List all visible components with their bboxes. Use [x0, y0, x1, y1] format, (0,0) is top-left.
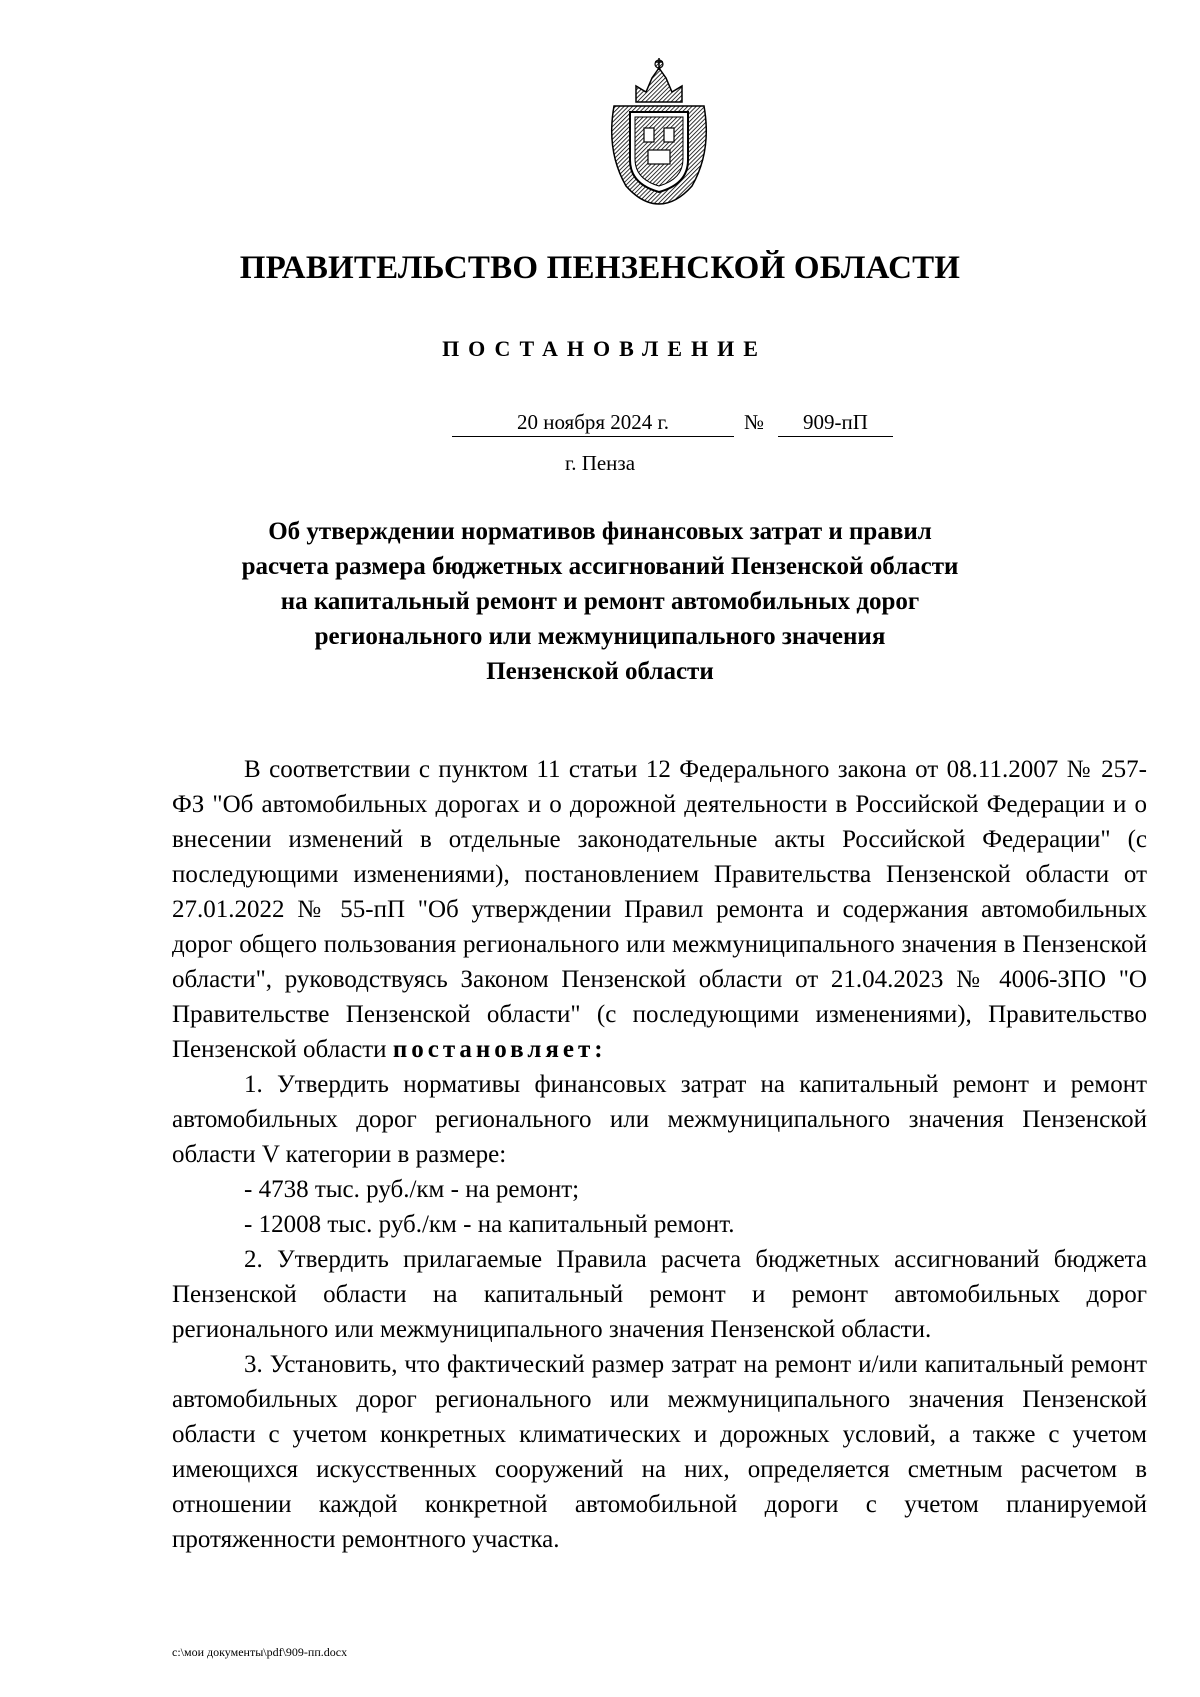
- organization-title: ПРАВИТЕЛЬСТВО ПЕНЗЕНСКОЙ ОБЛАСТИ: [239, 250, 961, 286]
- point-3-paragraph: 3. Установить, что фактический размер затрат на ремонт и/или капитальный ремонт автомобильных дорог регионального или межмуниципального значения Пензенской области с учетом конкретных климатических и дорожных условий, а также с учетом имеющихся искусственных сооружений на них, определяется сметным расчетом в отношении каждой конкретной автомобильной дороги с учетом планируемой протяженности ремонтного участка.: [172, 1351, 1147, 1553]
- document-body: [172, 752, 1147, 1557]
- subject-line: регионального или межмуниципального значения: [314, 623, 886, 650]
- preamble-text: В соответствии с пунктом 11 статьи 12 Федерального закона от 08.11.2007 № 257-ФЗ "Об автомобильных дорогах и о дорожной деятельности в Российской Федерации и о внесении изменений в отдельные законодательные акты Российской Федерации" (с последующими изменениями), постановлением Правительства Пензенской области от 27.01.2022 № 55-пП "Об утверждении Правил ремонта и содержания автомобильных дорог общего пользования регионального или межмуниципального значения в Пензенской области", руководствуясь Законом Пензенской области от 21.04.2023 № 4006-ЗПО "О Правительстве Пензенской области" (с последующими изменениями), Правительство Пензенской области: [172, 756, 1147, 1063]
- point-2-paragraph: 2. Утвердить прилагаемые Правила расчета бюджетных ассигнований бюджета Пензенской области на капитальный ремонт и ремонт автомобильных дорог регионального или межмуниципального значения Пензенской области.: [172, 1246, 1147, 1343]
- subject-line: Пензенской области: [486, 658, 714, 685]
- date-number-line: [0, 408, 1200, 440]
- coat-of-arms-emblem: [606, 56, 712, 206]
- file-path-footer: c:\мои документы\pdf\909-пп.docx: [172, 1645, 348, 1659]
- norm-repair-item: - 4738 тыс. руб./км - на ремонт;: [244, 1176, 580, 1203]
- norm-capital-repair-item: - 12008 тыс. руб./км - на капитальный ремонт.: [244, 1211, 735, 1238]
- document-date: 20 ноября 2024 г.: [452, 408, 734, 437]
- subject-line: расчета размера бюджетных ассигнований Пензенской области: [241, 553, 959, 580]
- resolves-word: постановляет:: [392, 1036, 607, 1063]
- document-type-title: ПОСТАНОВЛЕНИЕ: [442, 336, 767, 361]
- subject-line: Об утверждении нормативов финансовых затрат и правил: [268, 518, 932, 545]
- city-name: г. Пенза: [564, 451, 636, 475]
- number-sign: №: [744, 410, 765, 434]
- document-number: 909-пП: [778, 408, 893, 437]
- preamble-paragraph: [172, 752, 1147, 1067]
- subject-line: на капитальный ремонт и ремонт автомобильных дорог: [280, 588, 920, 615]
- document-subject: [0, 514, 1200, 689]
- point-1-paragraph: 1. Утвердить нормативы финансовых затрат на капитальный ремонт и ремонт автомобильных дорог регионального или межмуниципального значения Пензенской области V категории в размере:: [172, 1071, 1147, 1168]
